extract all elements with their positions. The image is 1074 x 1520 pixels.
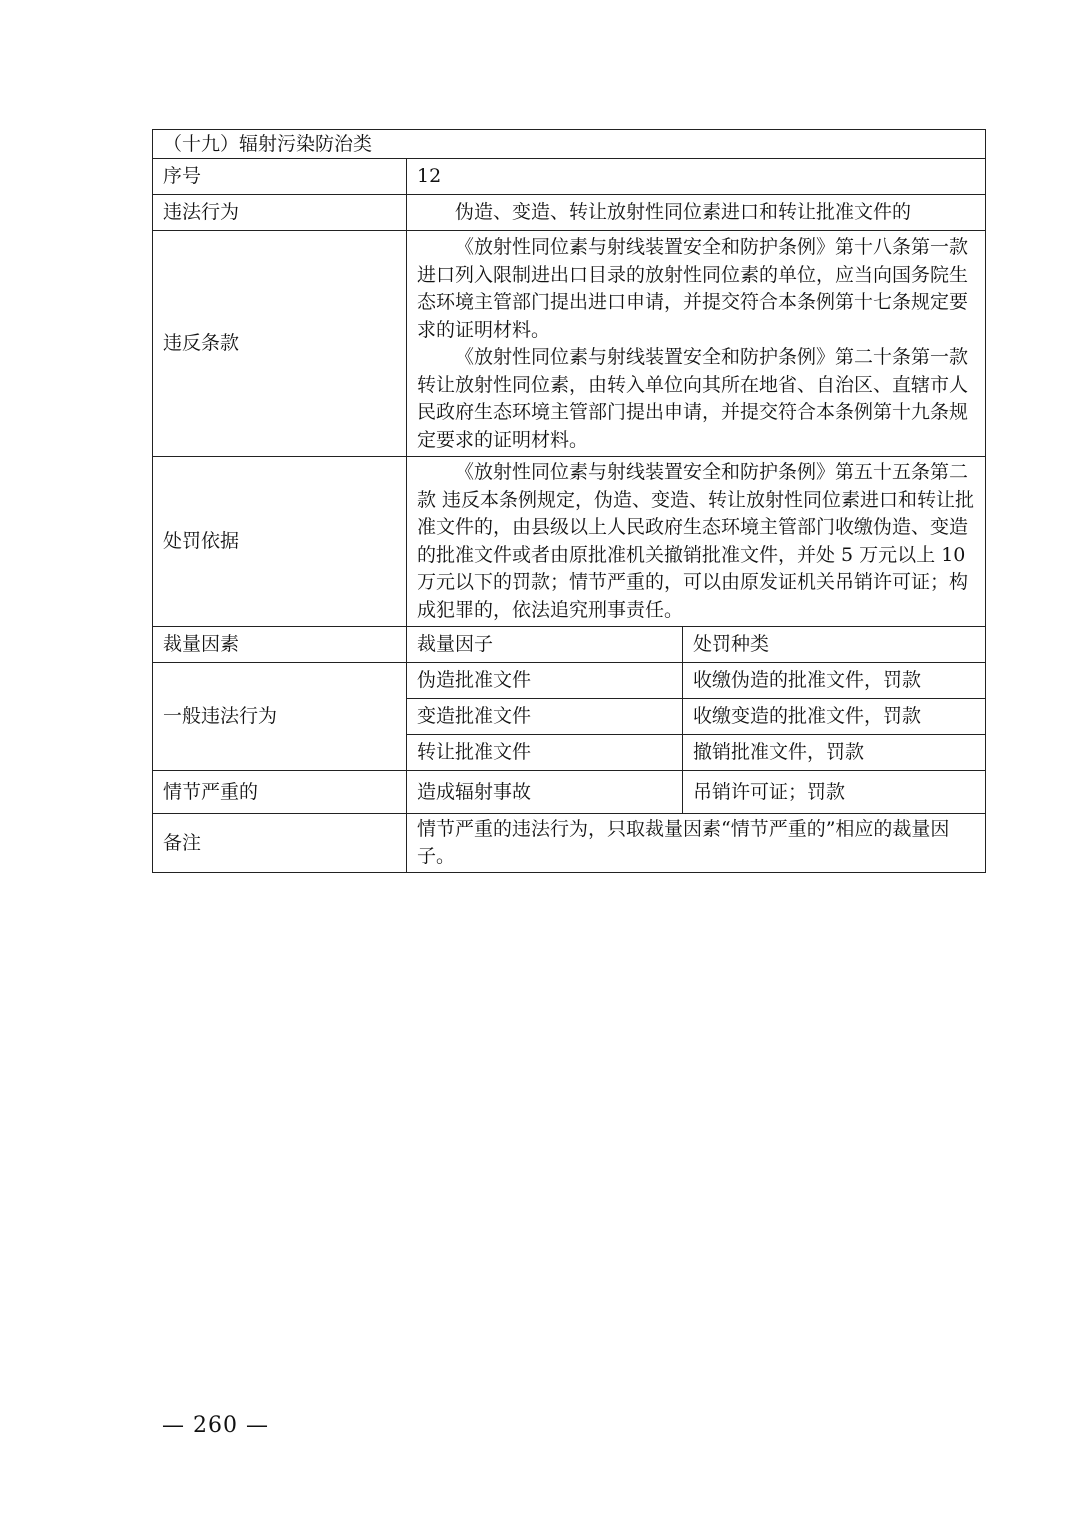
violation-label: 违法行为	[153, 195, 407, 231]
seq-label: 序号	[153, 159, 407, 195]
factor-header-col3: 处罚种类	[683, 627, 986, 663]
table-row	[153, 771, 986, 814]
table-row	[153, 130, 986, 159]
table-row	[153, 457, 986, 627]
penalty-basis-paragraph: 《放射性同位素与射线装置安全和防护条例》第五十五条第二款 违反本条例规定，伪造、变造、转让放射性同位素进口和转让批准文件的，由县级以上人民政府生态环境主管部门收缴伪造、变造的批准文件或者由原批准机关撤销批准文件，并处 5 万元以上 10 万元以下的罚款；情节严重的，可以由原发证机关吊销许可证；构成犯罪的，依法追究刑事责任。	[417, 461, 975, 621]
table-row	[153, 195, 986, 231]
penalty-basis-cell	[407, 457, 986, 627]
table-row	[153, 627, 986, 663]
table-row	[153, 231, 986, 457]
general-violation-label: 一般违法行为	[153, 663, 407, 771]
table-row	[153, 663, 986, 699]
clause-cell	[407, 231, 986, 457]
penalty-basis-label: 处罚依据	[153, 457, 407, 627]
clause-paragraph: 《放射性同位素与射线装置安全和防护条例》第二十条第一款 转让放射性同位素，由转入单位向其所在地省、自治区、直辖市人民政府生态环境主管部门提出申请，并提交符合本条例第十九条规定要求的证明材料。	[417, 346, 969, 451]
factor-header-col1: 裁量因素	[153, 627, 407, 663]
penalty-type: 收缴伪造的批准文件，罚款	[683, 663, 986, 699]
serious-factor: 造成辐射事故	[407, 771, 683, 814]
page-number: — 260 —	[162, 1413, 269, 1438]
clause-paragraph: 《放射性同位素与射线装置安全和防护条例》第十八条第一款 进口列入限制进出口目录的放射性同位素的单位，应当向国务院生态环境主管部门提出进口申请，并提交符合本条例第十七条规定要求的证明材料。	[417, 236, 969, 341]
note-label: 备注	[153, 814, 407, 873]
factor-header-col2: 裁量因子	[407, 627, 683, 663]
table-row	[153, 159, 986, 195]
section-title: （十九）辐射污染防治类	[153, 130, 986, 159]
serious-label: 情节严重的	[153, 771, 407, 814]
penalty-type: 撤销批准文件，罚款	[683, 735, 986, 771]
clause-label: 违反条款	[153, 231, 407, 457]
serious-penalty-type: 吊销许可证；罚款	[683, 771, 986, 814]
discretion-factor: 伪造批准文件	[407, 663, 683, 699]
discretion-factor: 转让批准文件	[407, 735, 683, 771]
penalty-type: 收缴变造的批准文件，罚款	[683, 699, 986, 735]
discretion-factor: 变造批准文件	[407, 699, 683, 735]
table-row	[153, 814, 986, 873]
seq-value: 12	[407, 159, 986, 195]
penalty-discretion-table	[152, 129, 986, 873]
note-value: 情节严重的违法行为，只取裁量因素“情节严重的”相应的裁量因子。	[407, 814, 986, 873]
violation-value: 伪造、变造、转让放射性同位素进口和转让批准文件的	[407, 195, 986, 231]
